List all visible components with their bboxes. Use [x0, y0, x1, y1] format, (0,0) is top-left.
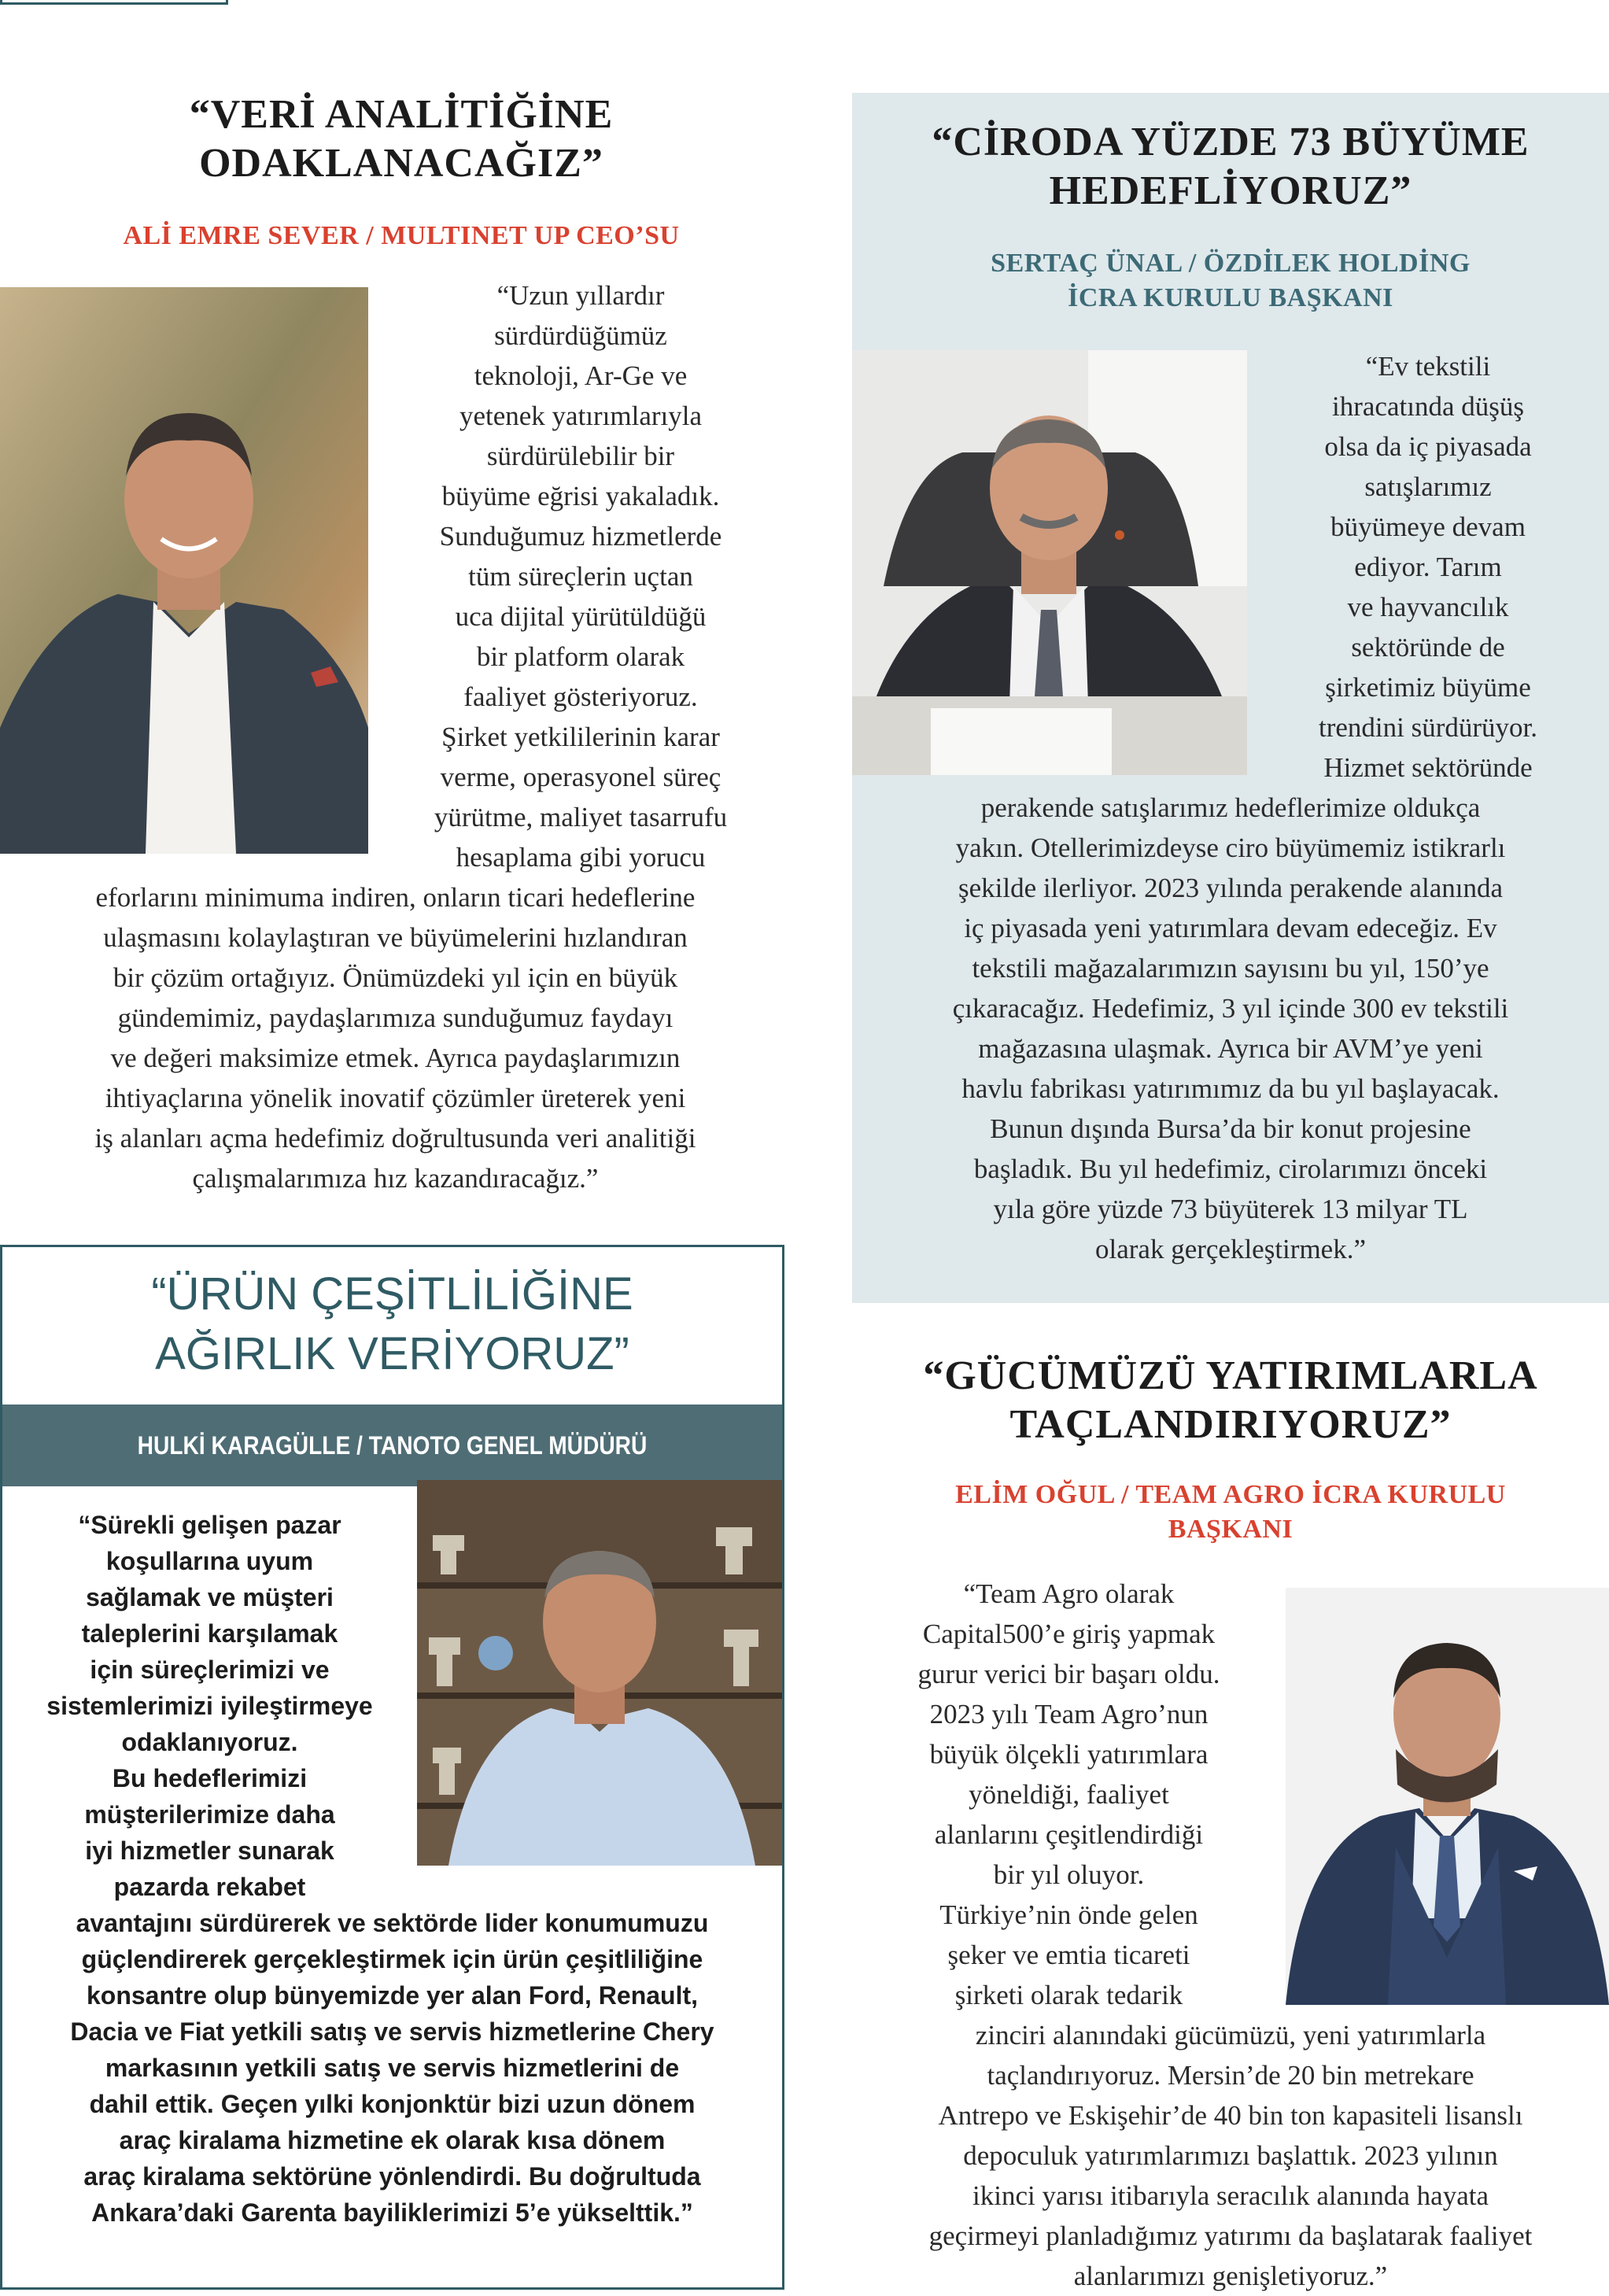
article-2-line-9: şirketimiz büyüme [1325, 672, 1531, 703]
article-2-byline-line-2: İCRA KURULU BAŞKANI [1068, 283, 1393, 312]
article-1-byline: ALİ EMRE SEVER / MULTINET UP CEO’SU [123, 221, 680, 250]
article-1-line-14: yürütme, maliyet tasarrufu [434, 802, 728, 832]
article-2-line-16: tekstili mağazalarımızın sayısını bu yıl, 150’ye [972, 953, 1489, 984]
article-3-line-17: dahil ettik. Geçen yılki konjonktür bizi uzun dönem [89, 2090, 696, 2118]
article-1-line-16: eforlarını minimuma indiren, onların ticari hedeflerine [95, 882, 696, 913]
article-4-title [852, 1352, 1609, 1449]
article-2-line-18: mağazasına ulaşmak. Ayrıca bir AVM’ye yeni [978, 1033, 1483, 1064]
article-2-line-1: “Ev tekstili [1365, 351, 1491, 382]
article-4-line-1: “Team Agro olarak [963, 1578, 1175, 1609]
article-2-line-3: olsa da iç piyasada [1324, 431, 1532, 462]
article-3-line-3: sağlamak ve müşteri [86, 1583, 334, 1611]
article-3-line-1: “Sürekli gelişen pazar [78, 1511, 341, 1539]
article-3-portrait-photo [417, 1480, 782, 1866]
article-3-line-15: Dacia ve Fiat yetkili satış ve servis hizmetlerine Chery [70, 2017, 714, 2046]
article-4-portrait-photo [1286, 1588, 1609, 2005]
article-3-line-6: sistemlerimizi iyileştirmeye [46, 1692, 373, 1720]
article-1-line-10: bir platform olarak [476, 641, 685, 672]
article-2-line-21: başladık. Bu yıl hedefimiz, cirolarımızı önceki [973, 1154, 1488, 1184]
article-3-line-10: iyi hizmetler sunarak [85, 1836, 334, 1865]
article-4-title-line-2: TAÇLANDIRIYORUZ” [1009, 1402, 1452, 1447]
article-1-line-13: verme, operasyonel süreç [440, 762, 721, 792]
article-1-quote-wrap-bottom [0, 877, 791, 1198]
article-1-title-line-2: ODAKLANACAĞIZ” [199, 141, 603, 186]
article-2-title-line-1: “CİRODA YÜZDE 73 BÜYÜME [932, 120, 1530, 164]
article-1-line-18: bir çözüm ortağıyız. Önümüzdeki yıl için en büyük [113, 962, 678, 993]
article-2-line-12: perakende satışlarımız hedeflerimize oldukça [980, 792, 1481, 823]
article-3-line-13: güçlendirerek gerçekleştirmek için ürün çeşitliliğine [81, 1945, 703, 1973]
article-4-title-line-1: “GÜCÜMÜZÜ YATIRIMLARLA [923, 1353, 1538, 1398]
article-2-line-13: yakın. Otellerimizdeyse ciro büyümemiz istikrarlı [955, 832, 1506, 863]
article-2-line-2: ihracatında düşüş [1332, 391, 1524, 422]
article-3-quote-wrap-top [2, 1507, 417, 1905]
article-1-line-12: Şirket yetkililerinin karar [441, 722, 720, 752]
article-1-line-5: sürdürülebilir bir [486, 441, 675, 471]
article-3-line-11: pazarda rekabet [113, 1873, 306, 1901]
article-1-title [24, 90, 779, 188]
article-1-line-6: büyüme eğrisi yakaladık. [441, 481, 720, 511]
article-3-quote-wrap-bottom [2, 1905, 782, 2231]
article-3-line-14: konsantre olup bünyemizde yer alan Ford, Renault, [86, 1981, 699, 2010]
article-2-line-14: şekilde ilerliyor. 2023 yılında perakende alanında [958, 873, 1503, 903]
article-1-portrait-photo [0, 287, 368, 854]
article-2-line-7: ve hayvancılık [1347, 592, 1509, 622]
article-2-line-5: büyümeye devam [1330, 511, 1526, 542]
article-1-line-19: gündemimiz, paydaşlarımıza sunduğumuz faydayı [117, 1002, 673, 1033]
article-1-line-8: tüm süreçlerin uçtan [468, 561, 693, 592]
article-3-line-20: Ankara’daki Garenta bayiliklerimizi 5’e yükselttik.” [91, 2198, 693, 2227]
article-3-line-18: araç kiralama hizmetine ek olarak kısa dönem [119, 2126, 666, 2154]
article-1-line-15: hesaplama gibi yorucu [456, 842, 706, 873]
corner-frame-mark [0, 0, 228, 5]
article-4-line-15: depoculuk yatırımlarımızı başlattık. 2023 yılının [963, 2140, 1498, 2171]
article-4-line-8: bir yıl oluyor. [993, 1859, 1145, 1890]
article-1-line-4: yetenek yatırımlarıyla [459, 401, 703, 431]
article-1-line-1: “Uzun yıllardır [496, 280, 665, 311]
article-2-quote-wrap-top [1247, 346, 1609, 788]
article-4-line-9: Türkiye’nin önde gelen [939, 1899, 1198, 1930]
article-4-byline-line-2: BAŞKANI [1168, 1515, 1293, 1544]
portrait-ali-emre-sever-image [0, 287, 368, 854]
article-3-title-line-2: AĞIRLIK VERİYORUZ” [155, 1328, 629, 1379]
article-4-line-16: ikinci yarısı itibarıyla seracılık alanında hayata [972, 2180, 1489, 2211]
article-3-line-19: araç kiralama sektörüne yönlendirdi. Bu doğrultuda [83, 2162, 701, 2191]
article-3-line-4: taleplerini karşılamak [81, 1619, 338, 1648]
article-3-line-2: koşullarına uyum [105, 1547, 314, 1575]
article-4-quote-wrap-top [852, 1574, 1286, 2015]
article-3-title-line-1: “ÜRÜN ÇEŞİTLİLİĞİNE [151, 1268, 633, 1320]
article-3-byline: HULKİ KARAGÜLLE / TANOTO GENEL MÜDÜRÜ [137, 1431, 648, 1460]
article-1-quote-wrap-top [368, 275, 793, 877]
article-1-line-21: ihtiyaçlarına yönelik inovatif çözümler üreterek yeni [105, 1083, 686, 1113]
article-4-line-12: zinciri alanındaki gücümüzü, yeni yatırımlarla [975, 2020, 1486, 2051]
article-2-line-23: olarak gerçekleştirmek.” [1095, 1234, 1366, 1264]
portrait-elim-ogul-image [1286, 1588, 1609, 2005]
article-1-line-7: Sunduğumuz hizmetlerde [439, 521, 722, 552]
portrait-hulki-karagulle-image [417, 1480, 782, 1866]
article-4-line-4: 2023 yılı Team Agro’nun [929, 1699, 1209, 1729]
article-4-byline [852, 1478, 1609, 1547]
portrait-sertac-unal-image [852, 350, 1247, 775]
article-2-line-11: Hizmet sektöründe [1323, 752, 1533, 783]
article-1-line-17: ulaşmasını kolaylaştıran ve büyümelerini hızlandıran [103, 922, 688, 953]
article-1-line-9: uca dijital yürütüldüğü [455, 601, 707, 632]
article-2-byline-line-1: SERTAÇ ÜNAL / ÖZDİLEK HOLDİNG [991, 249, 1471, 278]
article-urun-cesitliligi [0, 1245, 784, 2290]
article-3-line-12: avantajını sürdürerek ve sektörde lider konumumuzu [76, 1909, 709, 1937]
article-4-quote-wrap-bottom [852, 2015, 1609, 2296]
article-4-line-5: büyük ölçekli yatırımlara [929, 1739, 1209, 1770]
article-4-line-6: yöneldiği, faaliyet [969, 1779, 1169, 1810]
article-1-line-3: teknoloji, Ar-Ge ve [474, 360, 688, 391]
article-2-line-20: Bunun dışında Bursa’da bir konut projesine [990, 1113, 1471, 1144]
article-2-line-19: havlu fabrikası yatırımımız da bu yıl başlayacak. [961, 1073, 1500, 1104]
article-3-line-5: için süreçlerimizi ve [90, 1656, 330, 1684]
article-4-line-14: Antrepo ve Eskişehir’de 40 bin ton kapasiteli lisanslı [938, 2100, 1523, 2131]
article-2-line-4: satışlarımız [1364, 471, 1492, 502]
article-4-line-7: alanlarını çeşitlendirdiği [934, 1819, 1204, 1850]
article-2-portrait-photo [852, 350, 1247, 775]
article-3-title [2, 1264, 782, 1384]
article-4-line-17: geçirmeyi planladığımız yatırımı da başlatarak faaliyet [928, 2220, 1533, 2251]
article-2-quote-wrap-bottom [852, 788, 1609, 1269]
article-2-byline [852, 246, 1609, 316]
article-3-header [2, 1247, 782, 1405]
article-3-line-9: müşterilerimize daha [84, 1800, 335, 1829]
article-2-line-6: ediyor. Tarım [1354, 552, 1502, 582]
article-1-line-20: ve değeri maksimize etmek. Ayrıca paydaşlarımızın [110, 1043, 681, 1073]
article-2-line-17: çıkaracağız. Hedefimiz, 3 yıl içinde 300 ev tekstili [952, 993, 1509, 1024]
article-2-line-8: sektöründe de [1351, 632, 1505, 663]
article-3-line-8: Bu hedeflerimizi [112, 1764, 308, 1792]
article-1-title-line-1: “VERİ ANALİTİĞİNE [189, 92, 614, 137]
article-4-line-10: şeker ve emtia ticareti [947, 1940, 1190, 1970]
article-2-line-22: yıla göre yüzde 73 büyüterek 13 milyar TL [993, 1194, 1468, 1224]
article-4-line-18: alanlarımızı genişletiyoruz.” [1073, 2261, 1388, 2291]
article-4-line-13: taçlandırıyoruz. Mersin’de 20 bin metrekare [987, 2060, 1474, 2091]
article-4-line-2: Capital500’e giriş yapmak [922, 1619, 1216, 1649]
article-1-line-22: iş alanları açma hedefimiz doğrultusunda veri analitiği [94, 1123, 696, 1154]
article-3-line-16: markasının yetkili satış ve servis hizmetlerini de [105, 2054, 680, 2082]
article-2-line-10: trendini sürdürüyor. [1318, 712, 1538, 743]
article-3-line-7: odaklanıyoruz. [121, 1728, 298, 1756]
article-1-line-2: sürdürdüğümüz [494, 320, 667, 351]
article-1-line-11: faaliyet gösteriyoruz. [463, 681, 698, 712]
article-2-title-line-2: HEDEFLİYORUZ” [1049, 168, 1412, 213]
article-4-line-11: şirketi olarak tedarik [954, 1980, 1183, 2010]
article-4-byline-line-1: ELİM OĞUL / TEAM AGRO İCRA KURULU [955, 1480, 1506, 1509]
article-4-line-3: gurur verici bir başarı oldu. [917, 1659, 1220, 1689]
article-2-line-15: iç piyasada yeni yatırımlara devam edeceğiz. Ev [964, 913, 1497, 943]
article-1-line-23: çalışmalarımıza hız kazandıracağız.” [192, 1163, 599, 1194]
article-2-title [852, 118, 1609, 216]
article-3-byline-band [2, 1405, 782, 1486]
